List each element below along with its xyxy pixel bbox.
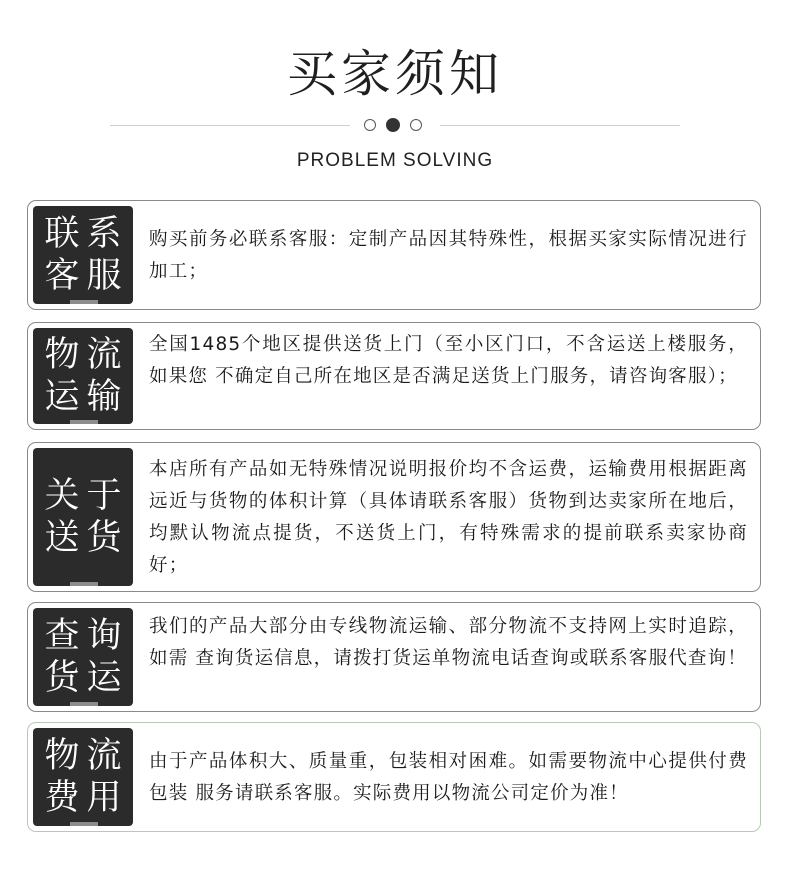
badge-tab: [70, 420, 98, 424]
divider-line-left: [110, 125, 350, 126]
divider-line-right: [440, 125, 680, 126]
page-subtitle: PROBLEM SOLVING: [296, 150, 494, 171]
card-text: 购买前务必联系客服：定制产品因其特殊性，根据买家实际情况进行加工；: [149, 229, 748, 282]
card-text: 全国1485个地区提供送货上门（至小区门口，不含运送上楼服务，如果您 不确定自己所在地区是否满足送货上门服务，请咨询客服）；: [149, 334, 748, 387]
card-label-line2: 送货: [44, 518, 129, 558]
notice-card-contact-service: [27, 200, 761, 310]
notice-card-tracking: [27, 602, 761, 712]
card-label-line2: 货运: [44, 658, 129, 698]
card-label-badge: [33, 608, 133, 706]
card-label-line1: 查询: [44, 616, 129, 656]
badge-tab: [70, 702, 98, 706]
divider-dots: [363, 117, 427, 135]
filled-dot-icon: [386, 118, 400, 132]
title-divider: [110, 116, 680, 136]
hollow-dot-icon: [364, 119, 376, 131]
card-text: 本店所有产品如无特殊情况说明报价均不含运费，运输费用根据距离远近与货物的体积计算（具体请联系客服）货物到达卖家所在地后，均默认物流点提货，不送货上门，有特殊需求的提前联系卖家协商好；: [149, 459, 748, 576]
card-label-line2: 费用: [44, 778, 129, 818]
notice-card-logistics: [27, 322, 761, 430]
card-text: 我们的产品大部分由专线物流运输、部分物流不支持网上实时追踪，如需 查询货运信息，请拨打货运单物流电话查询或联系客服代查询！: [149, 616, 748, 669]
card-label-badge: [33, 206, 133, 304]
hollow-dot-icon: [410, 119, 422, 131]
notice-card-delivery: [27, 442, 761, 592]
notice-card-logistics-fee: [27, 722, 761, 832]
page-title: 买家须知: [287, 45, 503, 103]
card-label-badge: [33, 328, 133, 424]
card-label-line1: 关于: [44, 476, 129, 516]
card-label-line2: 运输: [44, 377, 129, 417]
card-label-line1: 物流: [44, 736, 129, 776]
badge-tab: [70, 822, 98, 826]
card-label-line1: 联系: [44, 214, 129, 254]
card-label-line2: 客服: [44, 256, 129, 296]
badge-tab: [70, 300, 98, 304]
card-label-badge: [33, 728, 133, 826]
card-label-badge: [33, 448, 133, 586]
card-label-line1: 物流: [44, 335, 129, 375]
card-text: 由于产品体积大、质量重，包装相对困难。如需要物流中心提供付费包装 服务请联系客服。实际费用以物流公司定价为准！: [149, 751, 748, 804]
badge-tab: [70, 582, 98, 586]
